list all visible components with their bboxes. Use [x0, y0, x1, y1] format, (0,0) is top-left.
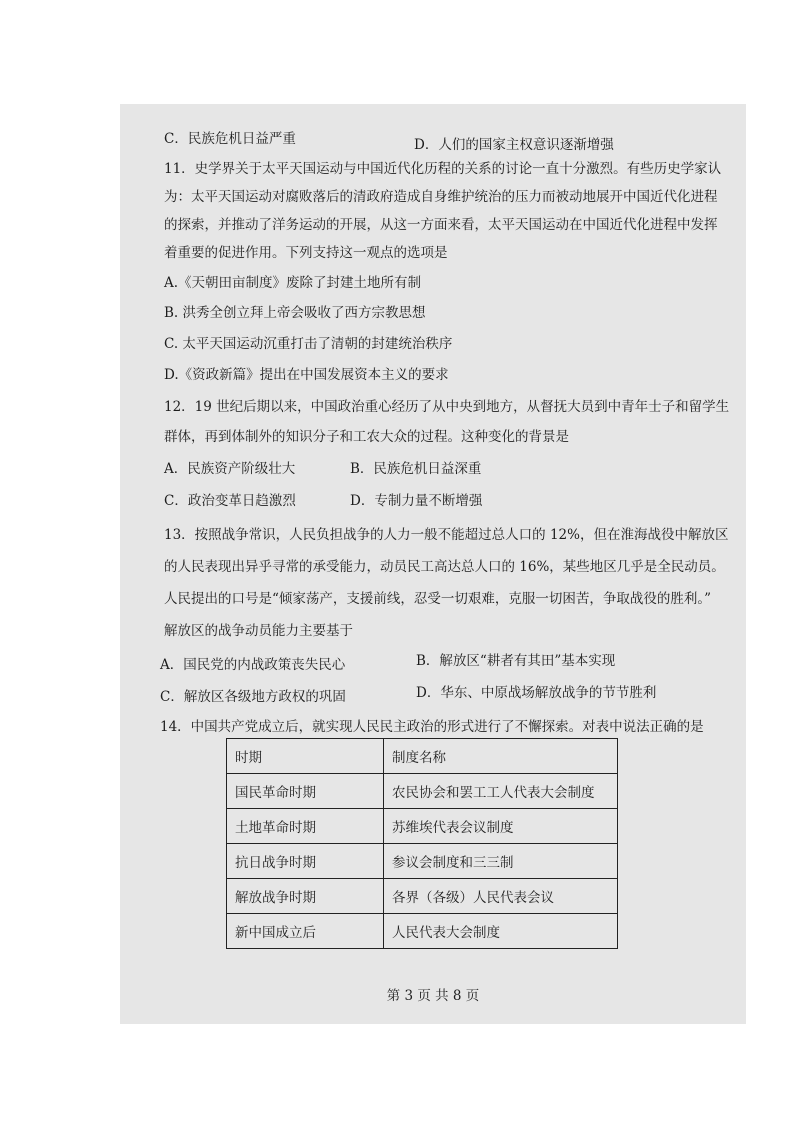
table-cell: 抗日战争时期 [227, 844, 384, 879]
q13-option-b: B．解放区“耕者有其田”基本实现 [416, 653, 616, 669]
table-header-cell: 时期 [227, 739, 384, 774]
table-cell: 各界（各级）人民代表会议 [384, 879, 618, 914]
table-row [227, 914, 618, 949]
q11-option-d: D.《资政新篇》提出在中国发展资本主义的要求 [164, 367, 449, 383]
q12-option-c: C．政治变革日趋激烈 [164, 493, 296, 509]
q11-option-c: C. 太平天国运动沉重打击了清朝的封建统治秩序 [164, 336, 453, 352]
q10-option-d: D．人们的国家主权意识逐渐增强 [414, 137, 614, 153]
table-cell: 参议会制度和三三制 [384, 844, 618, 879]
table-cell: 国民革命时期 [227, 774, 384, 809]
q13-stem-line: 人民提出的口号是“倾家荡产，支援前线，忍受一切艰难，克服一切困苦，争取战役的胜利。” [164, 591, 712, 607]
table-cell: 苏维埃代表会议制度 [384, 809, 618, 844]
q13-stem-line: 的人民表现出异乎寻常的承受能力，动员民工高达总人口的 16%，某些地区几乎是全民动员。 [164, 559, 725, 575]
q11-stem-line: 为：太平天国运动对腐败落后的清政府造成自身维护统治的压力而被动地展开中国近代化进程 [164, 189, 718, 205]
table-row [227, 809, 618, 844]
q13-option-a: A．国民党的内战政策丧失民心 [160, 657, 346, 673]
q12-option-b: B．民族危机日益深重 [350, 461, 482, 477]
q13-stem-line: 解放区的战争动员能力主要基于 [164, 623, 353, 639]
q11-stem-line: 11．史学界关于太平天国运动与中国近代化历程的关系的讨论一直十分激烈。有些历史学家认 [164, 161, 722, 177]
table-cell: 人民代表大会制度 [384, 914, 618, 949]
q10-option-c: C．民族危机日益严重 [164, 131, 296, 147]
q13-stem-line: 13．按照战争常识，人民负担战争的人力一般不能超过总人口的 12%，但在淮海战役中解放区 [164, 527, 729, 543]
q11-option-b: B. 洪秀全创立拜上帝会吸收了西方宗教思想 [164, 305, 426, 321]
q11-option-a: A.《天朝田亩制度》废除了封建土地所有制 [164, 275, 422, 291]
table-cell: 解放战争时期 [227, 879, 384, 914]
q14-stem: 14．中国共产党成立后，就实现人民民主政治的形式进行了不懈探索。对表中说法正确的是 [160, 719, 704, 735]
q13-option-c: C．解放区各级地方政权的巩固 [160, 689, 346, 705]
q12-stem-line: 12．19 世纪后期以来，中国政治重心经历了从中央到地方，从督抚大员到中青年士子和留学生 [164, 399, 730, 415]
political-system-table [226, 738, 618, 949]
table-row [227, 844, 618, 879]
table-row [227, 879, 618, 914]
q12-option-d: D．专制力量不断增强 [350, 493, 483, 509]
table-cell: 农民协会和罢工工人代表大会制度 [384, 774, 618, 809]
q13-option-d: D．华东、中原战场解放战争的节节胜利 [416, 685, 657, 701]
table-cell: 土地革命时期 [227, 809, 384, 844]
q12-stem-line: 群体，再到体制外的知识分子和工农大众的过程。这种变化的背景是 [164, 429, 569, 445]
table-row [227, 774, 618, 809]
page-footer: 第 3 页 共 8 页 [386, 988, 480, 1004]
table-cell: 新中国成立后 [227, 914, 384, 949]
q12-option-a: A．民族资产阶级壮大 [164, 461, 296, 477]
exam-page [120, 104, 746, 1024]
q11-stem-line: 的探索，并推动了洋务运动的开展，从这一方面来看，太平天国运动在中国近代化进程中发挥 [164, 217, 718, 233]
table-header-cell: 制度名称 [384, 739, 618, 774]
q11-stem-line: 着重要的促进作用。下列支持这一观点的选项是 [164, 245, 448, 261]
table-header-row [227, 739, 618, 774]
